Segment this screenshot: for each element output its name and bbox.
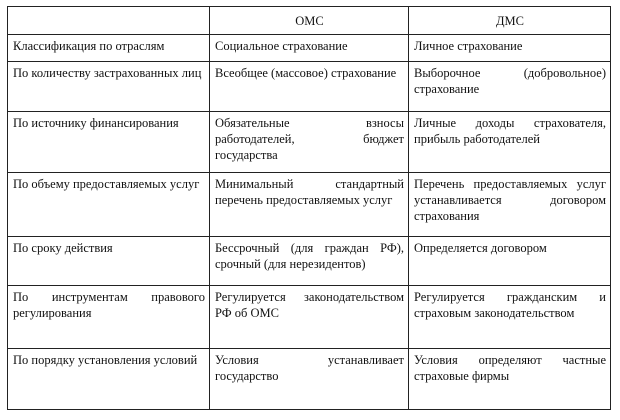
- table-row: [8, 349, 611, 410]
- dms-cell: Определяется договором: [409, 237, 611, 286]
- header-row: [8, 7, 611, 35]
- oms-cell: Условия устанавливает государство: [210, 349, 409, 410]
- table-row: [8, 62, 611, 112]
- criterion-cell: По порядку установления условий: [8, 349, 210, 410]
- oms-cell: Регулируется законодательством РФ об ОМС: [210, 286, 409, 349]
- dms-cell: Перечень предоставляемых услуг устанавливается договором страхования: [409, 173, 611, 237]
- dms-cell: Регулируется гражданским и страховым законодательством: [409, 286, 611, 349]
- table-row: [8, 35, 611, 62]
- table-row: [8, 286, 611, 349]
- dms-cell: Условия определяют частные страховые фирмы: [409, 349, 611, 410]
- dms-cell: Личное страхование: [409, 35, 611, 62]
- header-cell-criterion: [8, 7, 210, 35]
- criterion-cell: По количеству застрахованных лиц: [8, 62, 210, 112]
- dms-cell: Личные доходы страхователя, прибыль работодателей: [409, 112, 611, 173]
- table-row: [8, 237, 611, 286]
- header-cell-dms: ДМС: [409, 7, 611, 35]
- criterion-cell: По сроку действия: [8, 237, 210, 286]
- dms-cell: Выборочное (добровольное) страхование: [409, 62, 611, 112]
- criterion-cell: По источнику финансирования: [8, 112, 210, 173]
- oms-cell: Бессрочный (для граждан РФ), срочный (для нерезидентов): [210, 237, 409, 286]
- table-row: [8, 112, 611, 173]
- table-row: [8, 173, 611, 237]
- criterion-cell: Классификация по отраслям: [8, 35, 210, 62]
- oms-cell: Социальное страхование: [210, 35, 409, 62]
- oms-cell: Обязательные взносы работодателей, бюджет государства: [210, 112, 409, 173]
- oms-cell: Минимальный стандартный перечень предоставляемых услуг: [210, 173, 409, 237]
- criterion-cell: По инструментам правового регулирования: [8, 286, 210, 349]
- criterion-cell: По объему предоставляемых услуг: [8, 173, 210, 237]
- oms-cell: Всеобщее (массовое) страхование: [210, 62, 409, 112]
- comparison-table: [7, 6, 611, 410]
- header-cell-oms: ОМС: [210, 7, 409, 35]
